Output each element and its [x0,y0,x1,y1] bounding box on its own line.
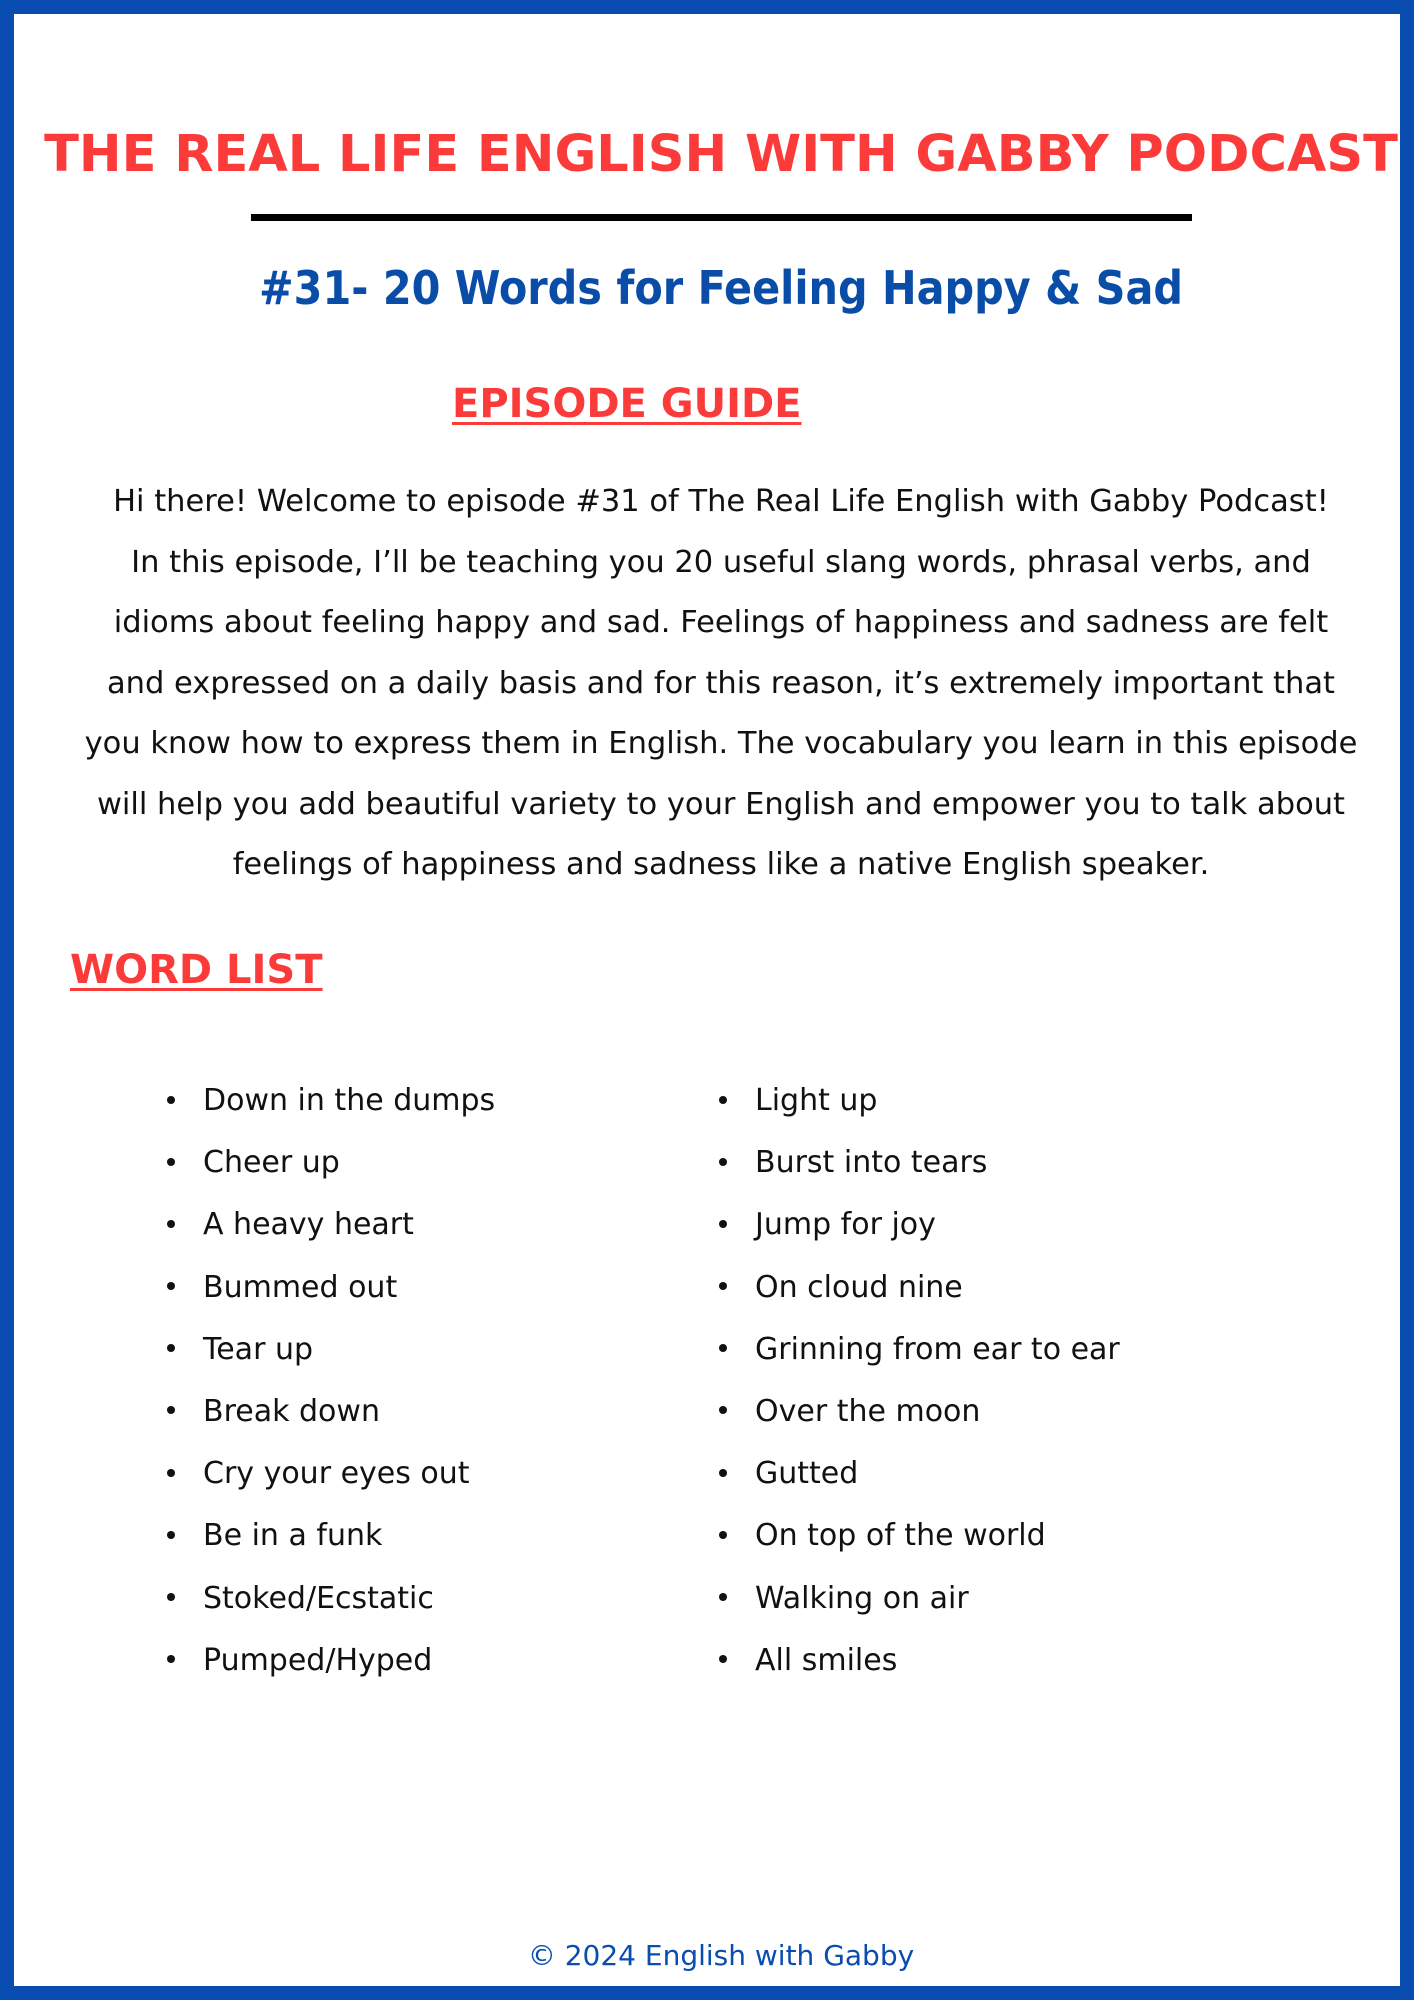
word-list-item [167,1505,495,1567]
word-list-item [719,1257,1120,1319]
word-text: Over the moon [755,1393,981,1429]
bullet-icon [719,1282,727,1290]
bullet-icon [167,1406,175,1414]
word-text: Pumped/Hyped [203,1642,433,1678]
word-list-right-column [719,1070,1120,1692]
copyright-footer: © 2024 English with Gabby [527,1939,915,1972]
word-list-item [167,1443,495,1505]
bullet-icon [719,1469,727,1477]
word-list-item [167,1568,495,1630]
word-list-item [719,1630,1120,1692]
bullet-icon [167,1469,175,1477]
bullet-icon [719,1531,727,1539]
word-text: On top of the world [755,1518,1046,1554]
bullet-icon [167,1344,175,1352]
podcast-title: THE REAL LIFE ENGLISH WITH GABBY PODCAST [44,125,1398,184]
word-text: Down in the dumps [203,1083,496,1118]
description-line: will help you add beautiful variety to your English and empower you to talk about [96,786,1346,822]
word-text: Tear up [203,1331,313,1367]
word-list-item [719,1194,1120,1256]
word-list-item [719,1070,1120,1132]
word-list-item [719,1319,1120,1381]
bullet-icon [719,1096,727,1104]
description-line: and expressed on a daily basis and for this reason, it’s extremely important that [106,665,1335,701]
bullet-icon [719,1655,727,1663]
word-list-item [167,1381,495,1443]
word-list-item [719,1132,1120,1194]
bullet-icon [167,1593,175,1601]
word-list-item [167,1070,495,1132]
word-text: Cheer up [203,1145,340,1181]
description-line: Hi there! Welcome to episode #31 of The Real Life English with Gabby Podcast! [113,484,1329,519]
bullet-icon [719,1344,727,1352]
bullet-icon [719,1593,727,1601]
word-text: Grinning from ear to ear [755,1331,1120,1367]
word-text: A heavy heart [203,1207,414,1243]
bullet-icon [167,1096,175,1104]
title-divider [251,214,1192,221]
word-text: Jump for joy [755,1207,936,1243]
word-list-item [167,1630,495,1692]
word-list-item [167,1132,495,1194]
bullet-icon [167,1531,175,1539]
episode-guide-heading: EPISODE GUIDE [452,381,802,427]
word-list-heading: WORD LIST [70,947,323,993]
word-list-item [719,1443,1120,1505]
word-text: Be in a funk [203,1518,383,1554]
word-text: Burst into tears [755,1145,988,1181]
word-list-item [167,1319,495,1381]
bullet-icon [719,1158,727,1166]
bullet-icon [167,1282,175,1290]
bullet-icon [167,1220,175,1228]
bullet-icon [719,1406,727,1414]
word-list-left-column [167,1070,495,1692]
description-line: you know how to express them in English. The vocabulary you learn in this episode [84,726,1358,761]
word-list-item [719,1505,1120,1567]
episode-title: #31- 20 Words for Feeling Happy & Sad [258,261,1184,315]
word-text: Light up [755,1083,878,1118]
word-list-item [167,1257,495,1319]
bullet-icon [167,1158,175,1166]
word-text: All smiles [755,1642,898,1678]
word-text: Cry your eyes out [203,1456,470,1492]
bullet-icon [719,1220,727,1228]
word-text: Bummed out [203,1269,398,1305]
word-list-item [719,1381,1120,1443]
word-text: Stoked/Ecstatic [203,1580,434,1616]
episode-description [42,472,1400,896]
word-text: Break down [203,1393,380,1429]
bullet-icon [167,1655,175,1663]
description-line: In this episode, I’ll be teaching you 20 useful slang words, phrasal verbs, and [131,544,1311,580]
word-list-item [719,1568,1120,1630]
description-line: idioms about feeling happy and sad. Feelings of happiness and sadness are felt [113,605,1329,640]
word-list-item [167,1194,495,1256]
description-line: feelings of happiness and sadness like a native English speaker. [232,847,1210,882]
word-text: Gutted [755,1456,859,1492]
word-text: Walking on air [755,1580,969,1616]
word-text: On cloud nine [755,1269,963,1305]
